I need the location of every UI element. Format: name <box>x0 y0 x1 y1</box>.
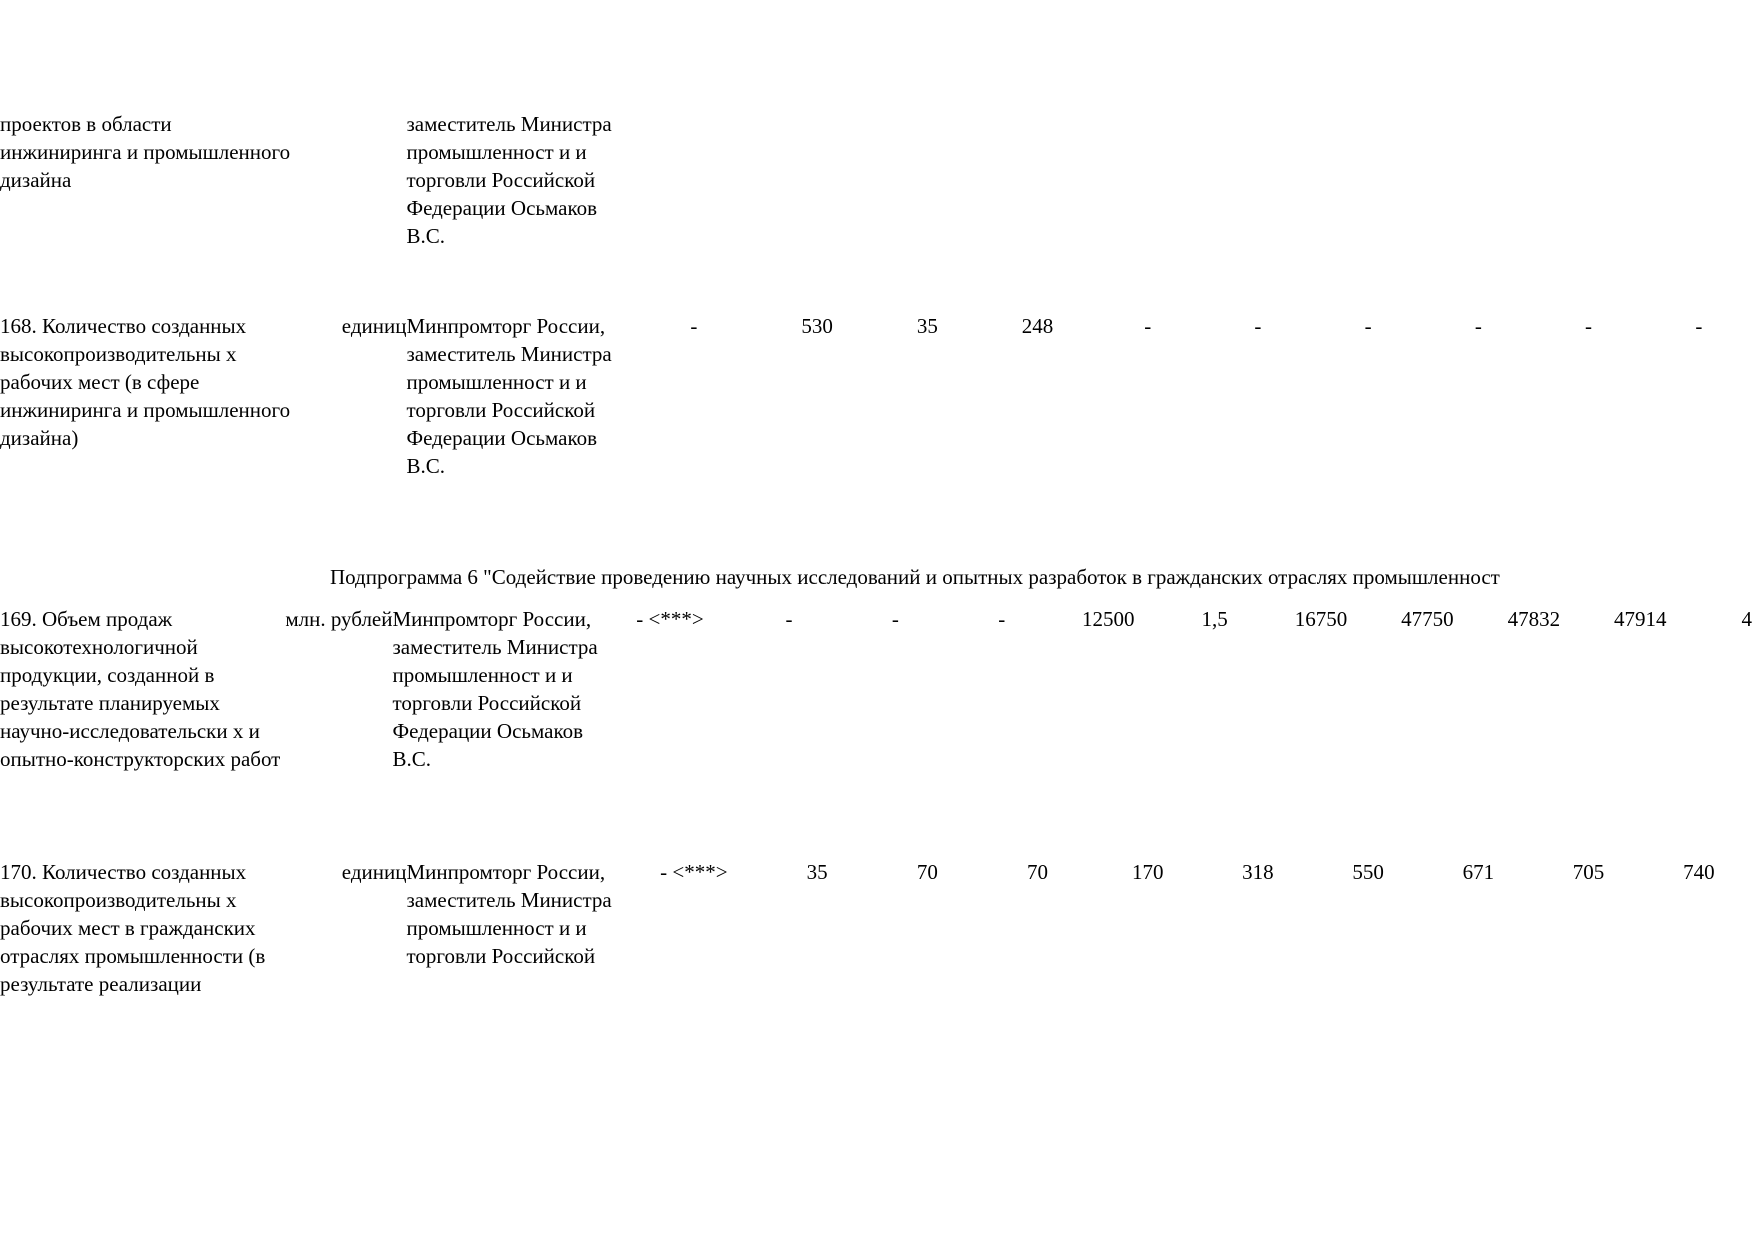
value-cell: - <box>1585 314 1593 338</box>
indicator-unit: млн. рублей <box>285 607 393 631</box>
value-cell: 35 <box>806 860 828 884</box>
table-row <box>0 605 1754 773</box>
value-cell: - <box>690 314 698 338</box>
table-row <box>0 858 1754 998</box>
indicator-responsible: Минпромторг России, заместитель Министра промышленност и и торговли Российской Федерации Осьмаков В.С. <box>392 607 598 771</box>
value-cell: - <box>891 607 899 631</box>
value-cell: 35 <box>916 314 938 338</box>
value-cell <box>762 110 872 250</box>
value-cell: 170 <box>1131 860 1164 884</box>
value-cell <box>1423 110 1533 250</box>
value-cell <box>982 110 1092 250</box>
table-row <box>0 110 1754 250</box>
value-cell: - <box>1695 314 1703 338</box>
value-cell: 248 <box>1021 314 1054 338</box>
indicator-responsible: Минпромторг России, заместитель Министра промышленност и и торговли Российской Федерации Осьмаков В.С. <box>406 314 612 478</box>
indicator-responsible: заместитель Министра промышленност и и торговли Российской Федерации Осьмаков В.С. <box>406 112 612 248</box>
table-block-168 <box>0 312 1754 480</box>
indicator-name: 170. Количество созданных высокопроизводительны х рабочих мест в гражданских отраслях промышленности (в результате реализации <box>0 860 266 996</box>
value-cell: 12500 <box>1081 607 1135 631</box>
value-cell: - <box>1144 314 1152 338</box>
value-cell: - <box>785 607 793 631</box>
value-cell: 705 <box>1572 860 1605 884</box>
value-cell: 70 <box>1027 860 1049 884</box>
table-block-169 <box>0 605 1754 773</box>
indicator-name: 169. Объем продаж высокотехнологичной продукции, созданной в результате планируемых научно-исследовательски х и опытно-конструкторских работ <box>0 607 281 771</box>
indicator-name: 168. Количество созданных высокопроизводительны х рабочих мест (в сфере инжиниринга и промышленного дизайна) <box>0 314 291 450</box>
value-cell: 47750 <box>1401 607 1454 631</box>
value-cell <box>1203 110 1313 250</box>
value-cell: - <box>998 607 1006 631</box>
value-cell: - <box>1474 314 1482 338</box>
value-cell: 47914 <box>1613 607 1667 631</box>
value-cell <box>1533 110 1643 250</box>
indicator-name: проектов в области инжиниринга и промышленного дизайна <box>0 112 291 192</box>
indicator-responsible: Минпромторг России, заместитель Министра промышленност и и торговли Российской <box>406 860 612 968</box>
indicator-unit <box>294 110 407 250</box>
value-cell: 1,5 <box>1201 607 1228 631</box>
table-block-170 <box>0 858 1754 998</box>
indicator-unit: единиц <box>341 860 407 884</box>
value-cell: - <box>1364 314 1372 338</box>
value-cell: 4 <box>1741 607 1752 631</box>
value-cell: 550 <box>1352 860 1384 884</box>
value-cell: - <***> <box>660 860 728 884</box>
indicator-unit: единиц <box>341 314 407 338</box>
value-cell: 47832 <box>1507 607 1561 631</box>
table-row <box>0 312 1754 480</box>
subprogram-heading: Подпрограмма 6 "Содействие проведению научных исследований и опытных разработок в гражданских отраслях промышленност <box>330 565 1500 589</box>
value-cell: 671 <box>1462 860 1495 884</box>
value-cell: 70 <box>916 860 938 884</box>
value-cell: 318 <box>1242 860 1274 884</box>
value-cell <box>626 110 762 250</box>
value-cell: 740 <box>1683 860 1715 884</box>
value-cell: 16750 <box>1294 607 1348 631</box>
value-cell <box>872 110 982 250</box>
value-cell <box>1313 110 1423 250</box>
value-cell: - <box>1254 314 1262 338</box>
value-cell <box>1644 110 1754 250</box>
value-cell: - <***> <box>636 607 704 631</box>
value-cell: 530 <box>801 314 833 338</box>
table-block-continuation <box>0 110 1754 250</box>
value-cell <box>1093 110 1203 250</box>
